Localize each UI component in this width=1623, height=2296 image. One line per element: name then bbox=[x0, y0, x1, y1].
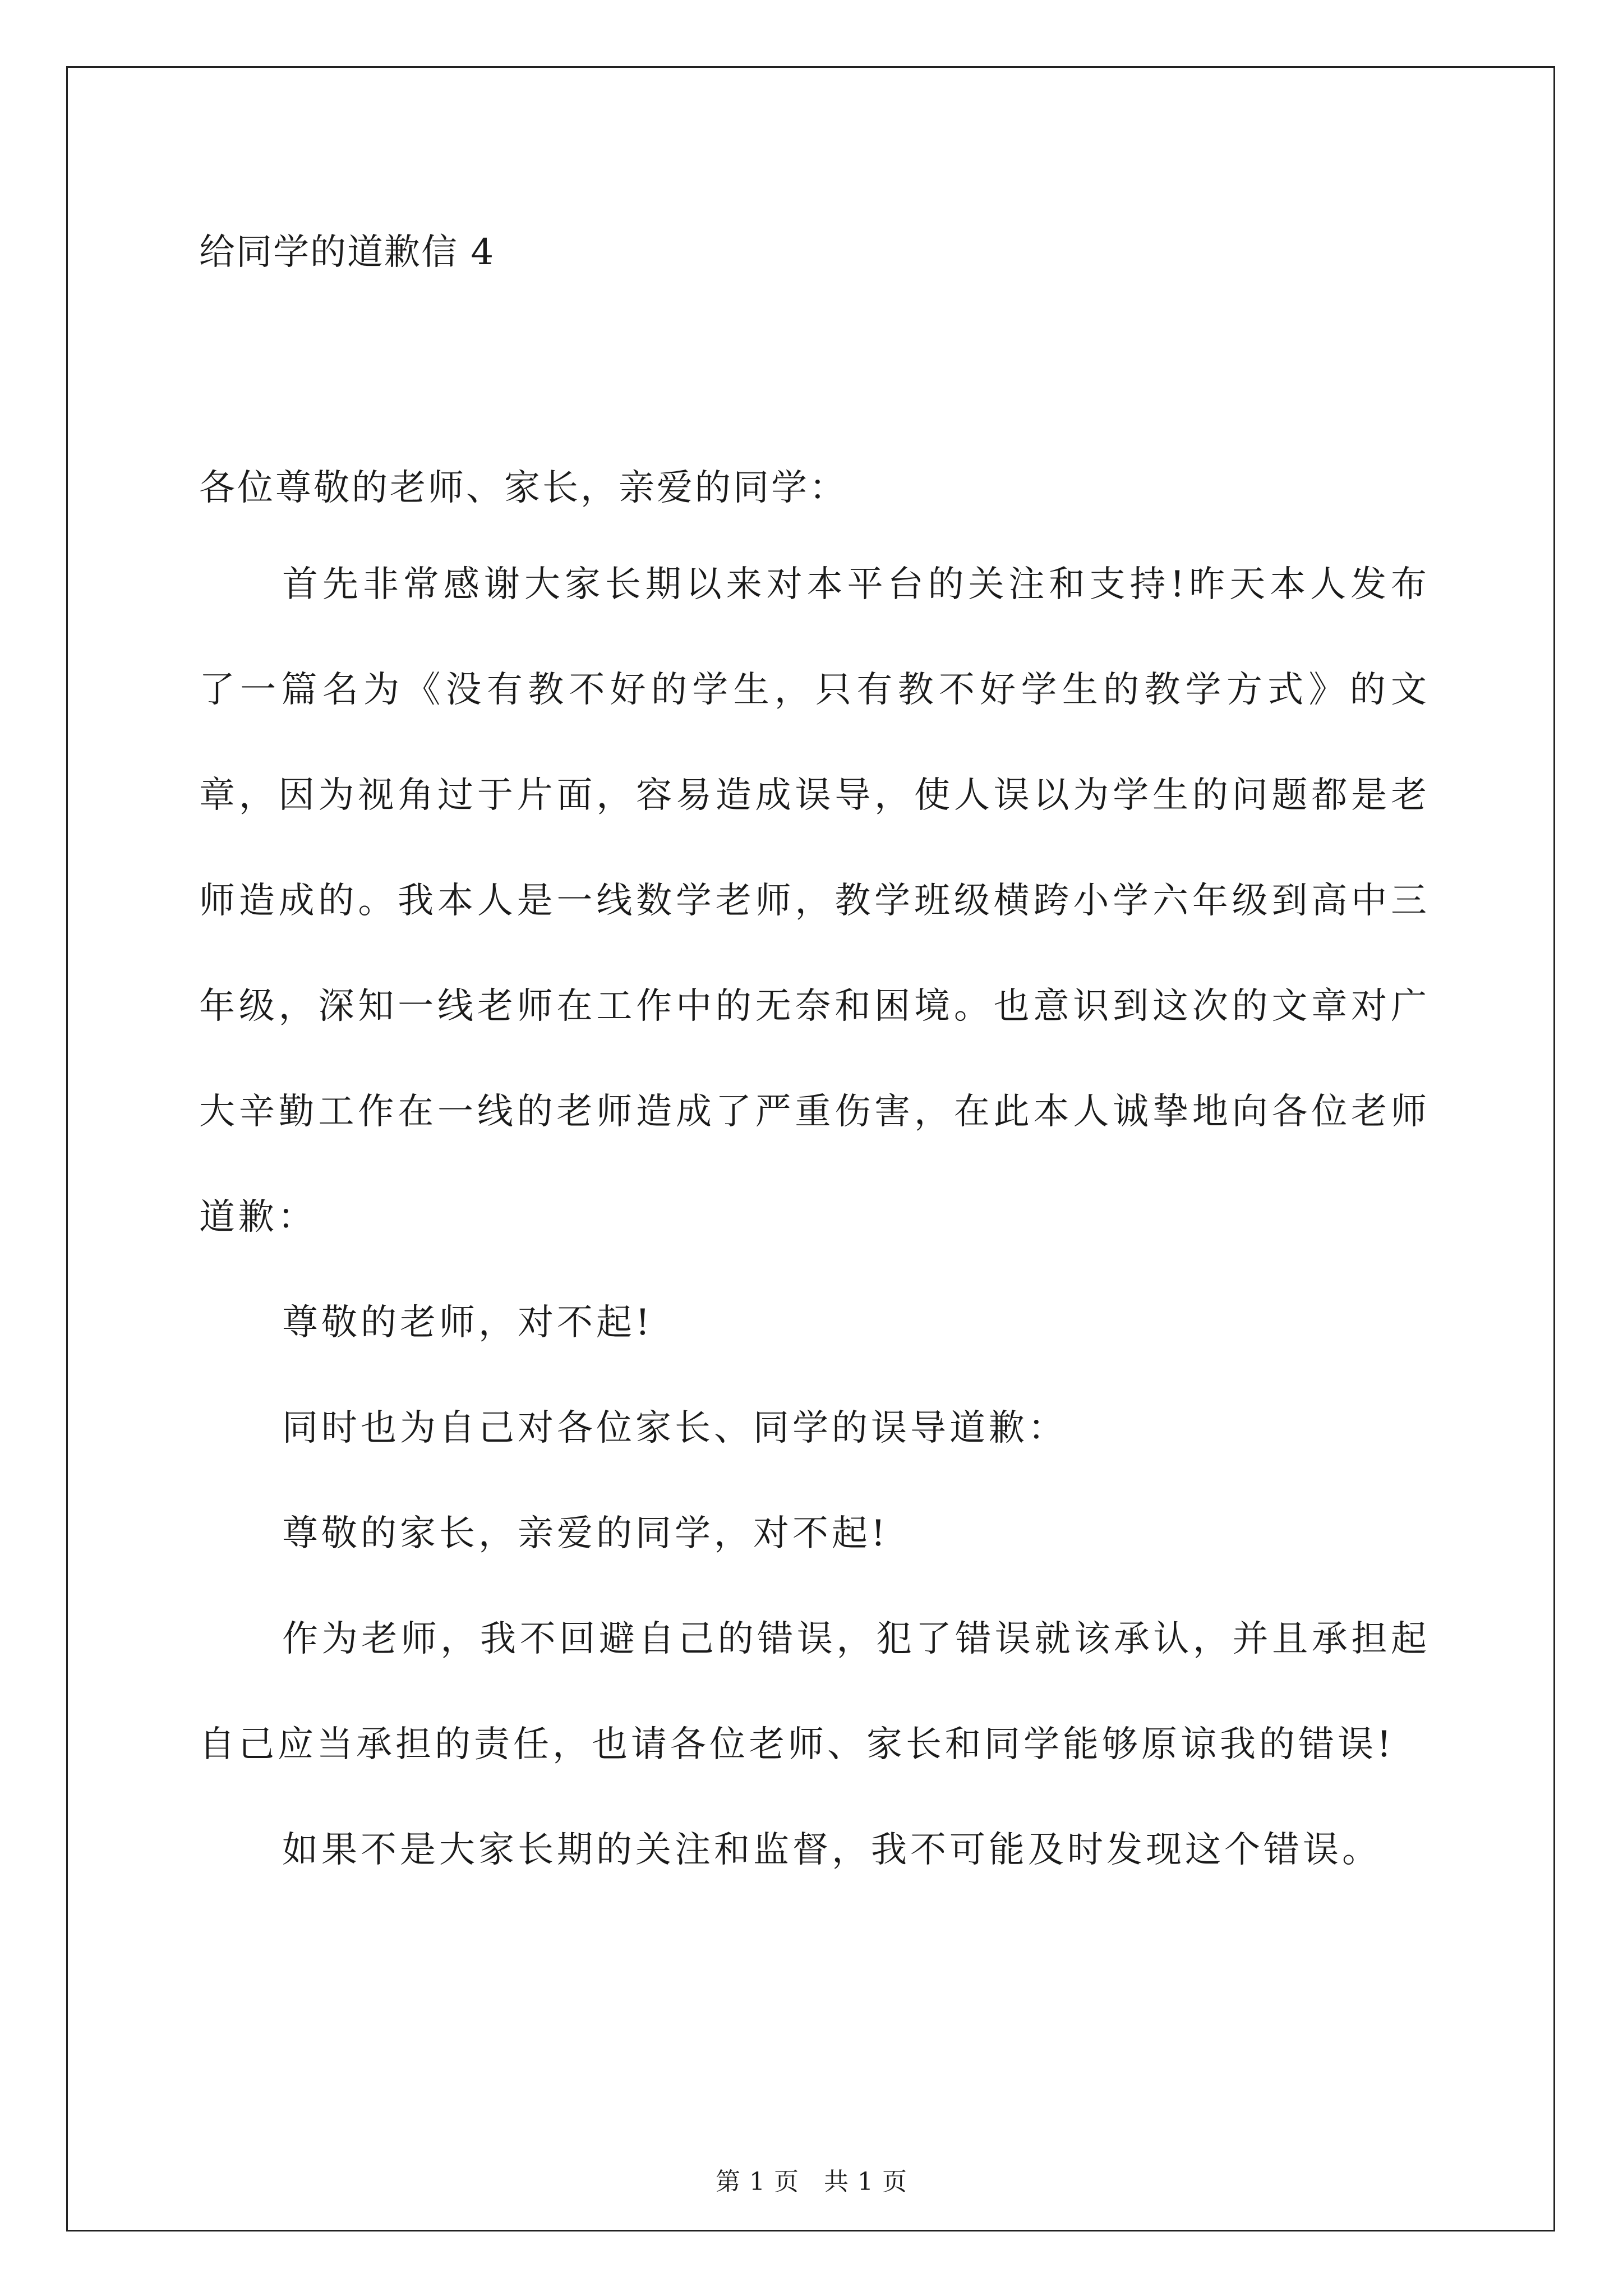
paragraph-intro: 首先非常感谢大家长期以来对本平台的关注和支持!昨天本人发布了一篇名为《没有教不好的学生，只有教不好学生的教学方式》的文章，因为视角过于片面，容易造成误导，使人误以为学生的问题都是老师造成的。我本人是一线数学老师，教学班级横跨小学六年级到高中三年级，深知一线老师在工作中的无奈和困境。也意识到这次的文章对广大辛勤工作在一线的老师造成了严重伤害，在此本人诚挚地向各位老师道歉： bbox=[199, 564, 1430, 1238]
paragraph-responsibility: 作为老师，我不回避自己的错误，犯了错误就该承认，并且承担起自己应当承担的责任，也请各位老师、家长和同学能够原谅我的错误! bbox=[199, 1618, 1430, 1765]
paragraph-closing: 如果不是大家长期的关注和监督，我不可能及时发现这个错误。 bbox=[282, 1829, 1381, 1871]
page-total: 共 1 页 bbox=[824, 2168, 907, 2196]
document-body bbox=[199, 222, 1430, 1903]
paragraph-apology-parents-intro: 同时也为自己对各位家长、同学的误导道歉： bbox=[282, 1407, 1067, 1449]
salutation: 各位尊敬的老师、家长，亲爱的同学： bbox=[199, 467, 847, 509]
page-number: 第 1 页 bbox=[716, 2168, 799, 2196]
paragraph-apology-parents: 尊敬的家长，亲爱的同学，对不起! bbox=[282, 1513, 889, 1554]
page-footer bbox=[0, 2165, 1623, 2199]
paragraph-apology-teachers: 尊敬的老师，对不起! bbox=[282, 1302, 653, 1343]
document-title: 给同学的道歉信 4 bbox=[199, 232, 495, 273]
